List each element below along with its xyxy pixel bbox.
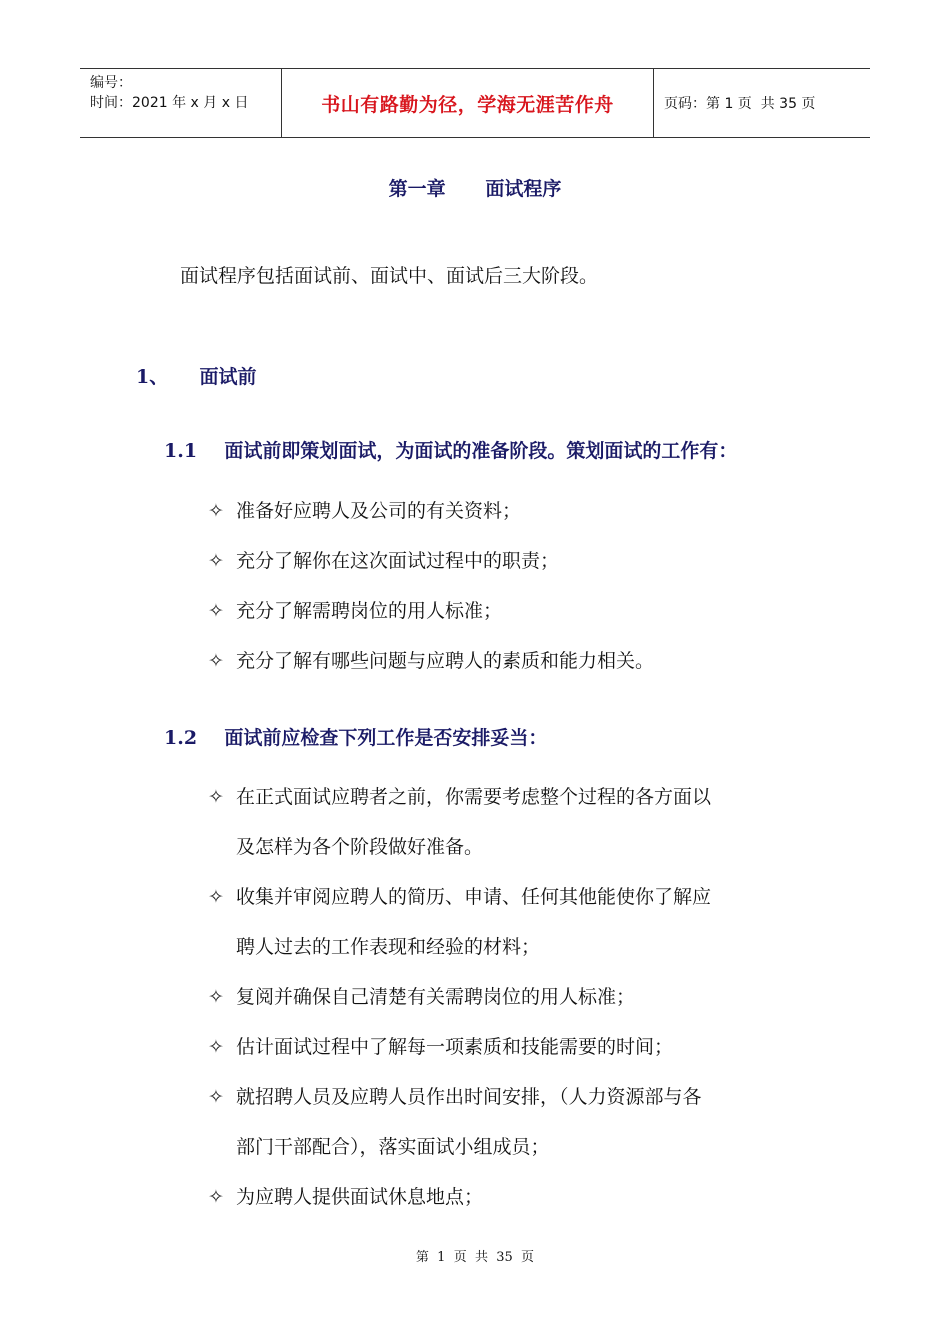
bullet-icon: ✧ [208,1086,224,1108]
list-item: ✧ 在正式面试应聘者之前，你需要考虑整个过程的各方面以 及怎样为各个阶段做好准备。 [208,772,828,872]
list-item: ✧ 估计面试过程中了解每一项素质和技能需要的时间； [208,1022,828,1072]
section-heading [136,362,257,389]
page-footer: 第 1 页 共 35 页 [415,1250,535,1265]
header-meta [80,69,282,137]
subsection-heading [164,723,547,750]
bullet-icon: ✧ [208,1186,224,1208]
subsection-title: 面试前即策划面试，为面试的准备阶段。策划面试的工作有： [224,440,738,462]
section-title: 面试前 [199,366,257,388]
list-item: ✧ 为应聘人提供面试休息地点； [208,1172,828,1222]
document-header [80,68,870,138]
bullet-icon: ✧ [208,650,224,672]
bullet-icon: ✧ [208,1036,224,1058]
header-motto: 书山有路勤为径，学海无涯苦作舟 [282,69,654,137]
subsection-number: 1.2 [164,727,198,749]
subsection-heading [164,436,737,463]
list-item: ✧ 复阅并确保自己清楚有关需聘岗位的用人标准； [208,972,828,1022]
list-item: ✧ 就招聘人员及应聘人员作出时间安排，（人力资源部与各 部门干部配合），落实面试小组成员； [208,1072,828,1172]
list-item: ✧ 准备好应聘人及公司的有关资料； [208,486,828,536]
bullet-icon: ✧ [208,986,224,1008]
bullet-icon: ✧ [208,500,224,522]
list-item: ✧ 充分了解有哪些问题与应聘人的素质和能力相关。 [208,636,828,686]
list-item: ✧ 收集并审阅应聘人的简历、申请、任何其他能使你了解应 聘人过去的工作表现和经验的材料； [208,872,828,972]
list-item: ✧ 充分了解你在这次面试过程中的职责； [208,536,828,586]
bullet-icon: ✧ [208,886,224,908]
bullet-icon: ✧ [208,600,224,622]
chapter-title: 第一章 面试程序 [388,178,562,200]
time-label: 时间：2021 年 x 月 x 日 [90,95,249,111]
intro-paragraph: 面试程序包括面试前、面试中、面试后三大阶段。 [180,265,599,287]
bullet-icon: ✧ [208,550,224,572]
section-number: 1、 [136,366,169,388]
bullet-icon: ✧ [208,786,224,808]
number-label: 编号： [90,75,132,91]
header-page-info: 页码：第 1 页 共 35 页 [664,96,816,112]
subsection-number: 1.1 [164,440,198,462]
subsection-title: 面试前应检查下列工作是否安排妥当： [224,727,548,749]
list-item: ✧ 充分了解需聘岗位的用人标准； [208,586,828,636]
